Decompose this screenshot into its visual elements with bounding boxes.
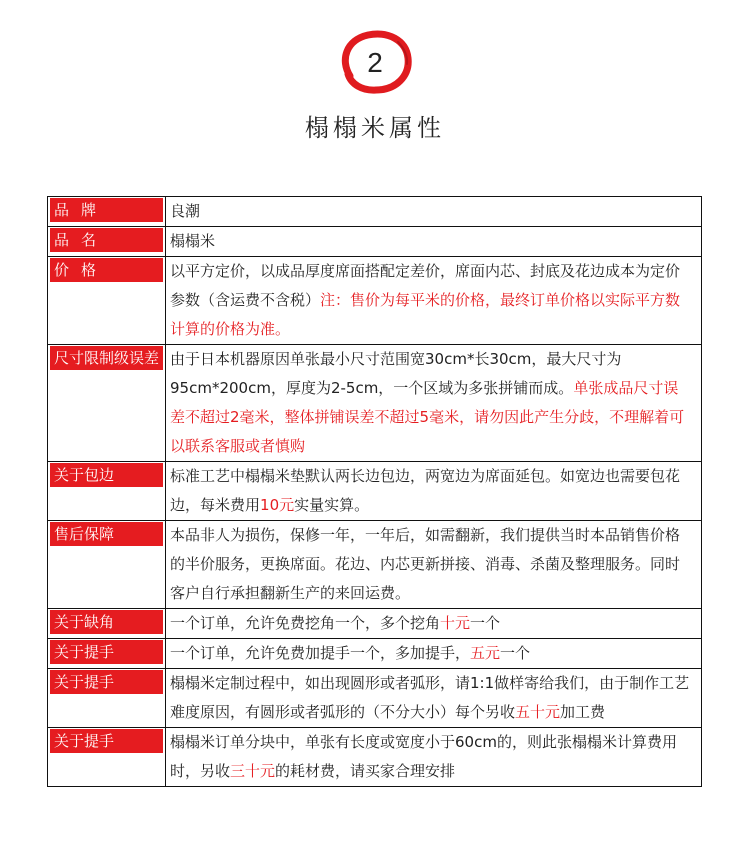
attribute-label: 价格 bbox=[50, 258, 163, 282]
attribute-row bbox=[48, 345, 702, 462]
attribute-row bbox=[48, 227, 702, 257]
value-text: 一个 bbox=[470, 614, 501, 632]
attribute-row bbox=[48, 197, 702, 227]
attribute-row bbox=[48, 669, 702, 728]
attribute-label-cell bbox=[48, 462, 166, 521]
attribute-label-cell bbox=[48, 345, 166, 462]
value-text: 榻榻米 bbox=[170, 232, 216, 250]
attribute-row bbox=[48, 521, 702, 609]
attribute-label: 关于缺角 bbox=[50, 610, 163, 634]
attribute-value bbox=[166, 345, 702, 462]
attribute-value bbox=[166, 669, 702, 728]
brush-circle-icon bbox=[338, 30, 412, 94]
attribute-row bbox=[48, 257, 702, 345]
value-text: 一个订单，允许免费挖角一个，多个挖角 bbox=[170, 614, 441, 632]
attribute-label: 售后保障 bbox=[50, 522, 163, 546]
highlight-text: 注：售价为每平米的价格，最终订单价格以实际平方数计算的价格为准。 bbox=[170, 291, 681, 338]
attribute-row bbox=[48, 728, 702, 787]
value-text: 本品非人为损伤，保修一年，一年后，如需翻新，我们提供当时本品销售价格的半价服务，更换席面。花边、内芯更新拼接、消毒、杀菌及整理服务。同时客户自行承担翻新生产的来回运费。 bbox=[170, 526, 681, 602]
value-text: 的耗材费，请买家合理安排 bbox=[275, 762, 456, 780]
attribute-label-cell bbox=[48, 609, 166, 639]
attribute-value bbox=[166, 728, 702, 787]
attribute-label-cell bbox=[48, 227, 166, 257]
attribute-value bbox=[166, 521, 702, 609]
attribute-value bbox=[166, 227, 702, 257]
attribute-label-cell bbox=[48, 669, 166, 728]
value-text: 加工费 bbox=[560, 703, 606, 721]
attribute-label-cell bbox=[48, 197, 166, 227]
section-number-badge bbox=[338, 30, 412, 94]
highlight-text: 10元 bbox=[260, 496, 295, 514]
value-text: 榻榻米定制过程中，如出现圆形或者弧形，请1:1做样寄给我们，由于制作工艺难度原因，有圆形或者弧形的（不分大小）每个另收 bbox=[170, 674, 690, 721]
attribute-label: 尺寸限制级误差 bbox=[50, 346, 163, 370]
highlight-text: 五元 bbox=[470, 644, 501, 662]
highlight-text: 五十元 bbox=[515, 703, 561, 721]
attribute-label-cell bbox=[48, 728, 166, 787]
attribute-row bbox=[48, 609, 702, 639]
attribute-label: 关于提手 bbox=[50, 729, 163, 753]
value-text: 良潮 bbox=[170, 202, 201, 220]
value-text: 一个 bbox=[500, 644, 531, 662]
attribute-value bbox=[166, 197, 702, 227]
attribute-value bbox=[166, 462, 702, 521]
attribute-label-cell bbox=[48, 257, 166, 345]
attribute-row bbox=[48, 462, 702, 521]
value-text: 榻榻米订单分块中，单张有长度或宽度小于60cm的，则此张榻榻米计算费用时，另收 bbox=[170, 733, 677, 780]
page-title: 榻榻米属性 bbox=[305, 114, 445, 142]
highlight-text: 三十元 bbox=[230, 762, 276, 780]
attribute-label: 关于提手 bbox=[50, 670, 163, 694]
attribute-value bbox=[166, 257, 702, 345]
highlight-text: 单张成品尺寸误差不超过2毫米，整体拼铺误差不超过5毫米，请勿因此产生分歧，不理解着可以联系客服或者慎购 bbox=[170, 379, 685, 455]
attributes-table bbox=[47, 196, 702, 787]
value-text: 以平方定价，以成品厚度席面搭配定差价，席面内芯、封底及花边成本为定价参数（含运费不含税） bbox=[170, 262, 681, 309]
value-text: 实量实算。 bbox=[294, 496, 370, 514]
attribute-label: 品名 bbox=[50, 228, 163, 252]
attribute-label-cell bbox=[48, 639, 166, 669]
value-text: 标准工艺中榻榻米垫默认两长边包边，两宽边为席面延包。如宽边也需要包花边，每米费用 bbox=[170, 467, 681, 514]
attribute-value bbox=[166, 609, 702, 639]
value-text: 一个订单，允许免费加提手一个，多加提手， bbox=[170, 644, 471, 662]
section-number: 2 bbox=[367, 47, 383, 78]
attribute-label: 关于包边 bbox=[50, 463, 163, 487]
attribute-row bbox=[48, 639, 702, 669]
attribute-value bbox=[166, 639, 702, 669]
attribute-label: 关于提手 bbox=[50, 640, 163, 664]
highlight-text: 十元 bbox=[440, 614, 471, 632]
attribute-label: 品牌 bbox=[50, 198, 163, 222]
attribute-label-cell bbox=[48, 521, 166, 609]
value-text: 由于日本机器原因单张最小尺寸范围宽30cm*长30cm，最大尺寸为95cm*200cm，厚度为2-5cm，一个区域为多张拼铺而成。 bbox=[170, 350, 622, 397]
